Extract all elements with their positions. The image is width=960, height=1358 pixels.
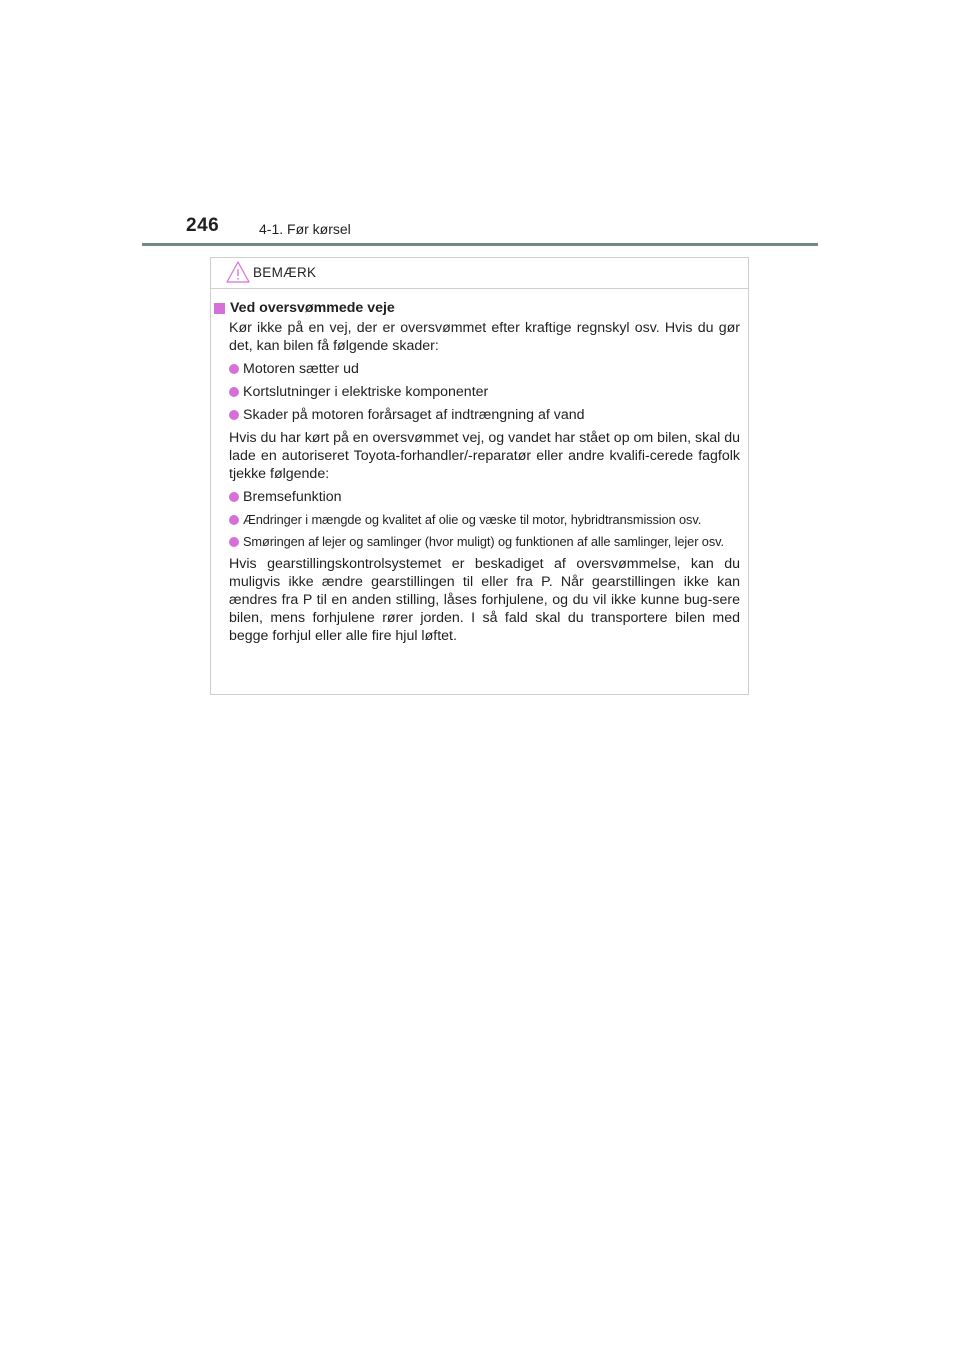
- list-item: [211, 488, 742, 506]
- notice-header: [211, 258, 748, 289]
- notice-box: [210, 257, 749, 695]
- list-item: [211, 533, 742, 550]
- list-item-text: Bremsefunktion: [243, 489, 342, 505]
- circle-bullet-icon: [229, 387, 239, 397]
- page-number: 246: [186, 215, 220, 236]
- check-intro-paragraph: Hvis du har kørt på en oversvømmet vej, og vandet har stået op om bilen, skal du lade en autoriseret Toyota-forhandler/-reparatør eller andre kvalifi-cerede fagfolk tjekke følgende:: [229, 430, 740, 482]
- closing-paragraph: Hvis gearstillingskontrolsystemet er beskadiget af oversvømmelse, kan du muligvis ikke ændre gearstillingen til eller fra P. Når gearstillingen ikke kan ændres fra P til en anden stilling, låses forhjulene, og du vil ikke kunne bug-sere bilen, mens forhjulene rører jorden. I så fald skal du transportere bilen med begge forhjul eller alle fire hjul løftet.: [229, 556, 740, 644]
- notice-content: [211, 299, 748, 645]
- section-title: 4-1. Før kørsel: [259, 221, 351, 237]
- list-item-text: Ændringer i mængde og kvalitet af olie og væske til motor, hybridtransmission osv.: [243, 512, 702, 527]
- circle-bullet-icon: [229, 492, 239, 502]
- circle-bullet-icon: [229, 410, 239, 420]
- header-rule: [142, 243, 818, 246]
- warning-triangle-icon: [225, 260, 251, 284]
- square-bullet-icon: [214, 303, 225, 314]
- list-item-text: Motoren sætter ud: [243, 361, 359, 377]
- list-item-text: Skader på motoren forårsaget af indtrængning af vand: [243, 407, 585, 423]
- intro-paragraph: Kør ikke på en vej, der er oversvømmet efter kraftige regnskyl osv. Hvis du gør det, kan bilen få følgende skader:: [229, 320, 740, 354]
- list-item: [211, 406, 742, 424]
- circle-bullet-icon: [229, 515, 239, 525]
- list-item-text: Kortslutninger i elektriske komponenter: [243, 384, 489, 400]
- circle-bullet-icon: [229, 537, 239, 547]
- circle-bullet-icon: [229, 364, 239, 374]
- section-heading: [212, 299, 748, 317]
- list-item: [211, 511, 742, 528]
- list-item: [211, 360, 742, 378]
- section-heading-text: Ved oversvømmede veje: [230, 300, 395, 316]
- list-item-text: Smøringen af lejer og samlinger (hvor muligt) og funktionen af alle samlinger, lejer osv.: [243, 534, 724, 549]
- notice-title: BEMÆRK: [253, 265, 317, 280]
- list-item: [211, 383, 742, 401]
